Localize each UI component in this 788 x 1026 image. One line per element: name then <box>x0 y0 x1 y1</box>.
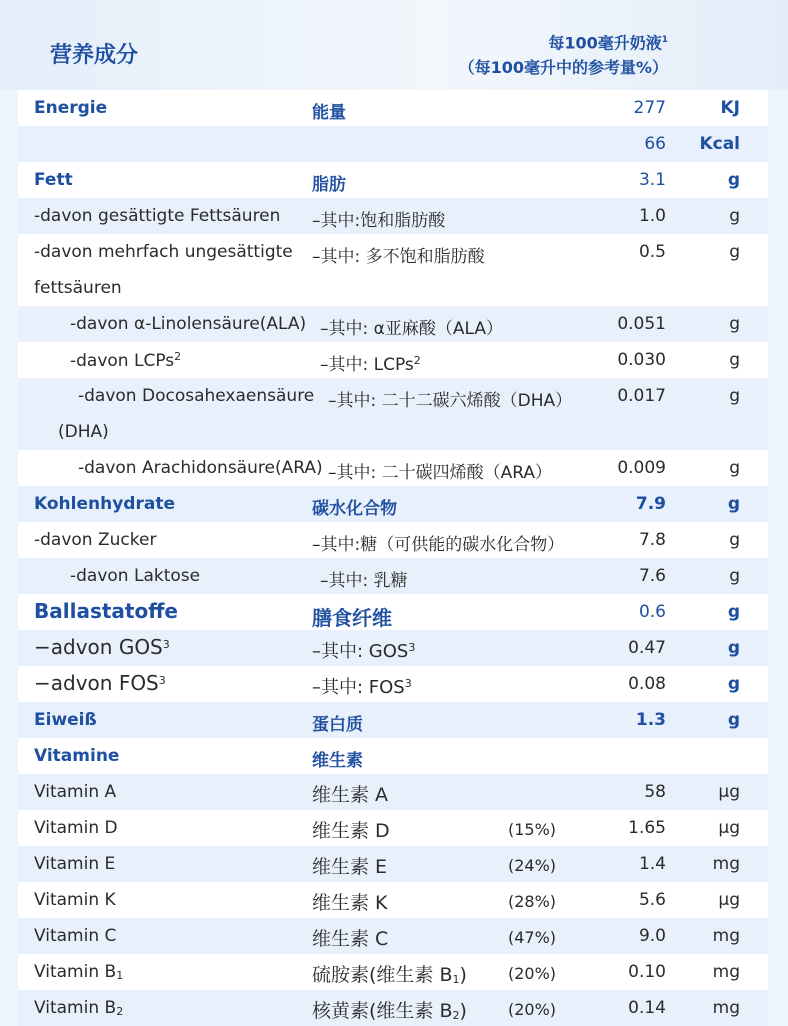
nutrient-value: 5.6 <box>638 890 666 910</box>
german-label-text: -davon Laktose <box>70 566 201 586</box>
table-row <box>18 666 768 702</box>
chinese-label-text: 维生素 K <box>312 892 388 914</box>
unit-label: g <box>729 530 740 550</box>
chinese-label-text: 脂肪 <box>312 175 346 195</box>
german-label <box>34 98 107 118</box>
german-label-continued: (DHA) <box>58 422 109 442</box>
nutrient-value: 1.3 <box>635 710 666 730</box>
german-label-text: Vitamin D <box>34 818 118 838</box>
unit-label: KJ <box>720 98 740 118</box>
chinese-label <box>312 816 390 843</box>
table-row <box>18 450 768 486</box>
table-row <box>18 594 768 630</box>
unit-label: µg <box>718 890 740 910</box>
chinese-label-text: 碳水化合物 <box>312 499 397 519</box>
german-label <box>34 599 178 623</box>
unit-label: mg <box>712 962 740 982</box>
footnote-marker: 2 <box>413 354 421 367</box>
chinese-label <box>312 602 392 631</box>
subscript: 2 <box>116 1005 124 1018</box>
german-label <box>34 926 116 946</box>
chinese-label <box>312 852 387 879</box>
subscript: 1 <box>452 973 460 986</box>
nutrient-value: 3.1 <box>638 170 666 190</box>
chinese-label-text: –其中: 乳糖 <box>320 571 408 591</box>
nutrient-value: 0.030 <box>617 350 666 370</box>
german-label-text: −advon GOS <box>34 635 163 659</box>
table-row <box>18 342 768 378</box>
chinese-label <box>312 530 564 555</box>
table-row <box>18 522 768 558</box>
footnote-marker: 2 <box>174 350 182 363</box>
chinese-label <box>312 673 412 699</box>
unit-label: g <box>729 314 740 334</box>
table-row <box>18 990 768 1026</box>
german-label-text: -davon α-Linolensäure(ALA) <box>70 314 307 334</box>
table-row <box>18 198 768 234</box>
nutrient-value: 0.47 <box>628 638 666 658</box>
nutrient-value: 1.4 <box>638 854 666 874</box>
german-label-text: Vitamin B <box>34 998 117 1018</box>
chinese-label <box>312 746 363 771</box>
german-label-text: Vitamin C <box>34 926 117 946</box>
chinese-label <box>312 637 415 663</box>
table-row <box>18 558 768 594</box>
chinese-label-text: 蛋白质 <box>312 715 363 735</box>
nutrient-value: 1.65 <box>628 818 666 838</box>
reference-percent: (24%) <box>508 856 557 875</box>
nutrient-value: 0.017 <box>617 386 666 406</box>
closing-paren: ) <box>459 1000 467 1022</box>
unit-label: g <box>727 710 740 730</box>
chinese-label <box>328 458 552 483</box>
german-label <box>34 890 116 910</box>
unit-label: Kcal <box>699 134 740 154</box>
german-label-continued: fettsäuren <box>34 278 122 298</box>
nutrient-value: 7.9 <box>635 494 666 514</box>
table-row <box>18 486 768 522</box>
chinese-label <box>312 924 388 951</box>
chinese-label-text: –其中:饱和脂肪酸 <box>312 211 446 231</box>
german-label <box>34 710 97 730</box>
unit-label: g <box>727 602 740 622</box>
nutrient-value: 0.6 <box>638 602 666 622</box>
german-label <box>34 998 123 1018</box>
chinese-label <box>312 960 467 987</box>
german-label-text: Eiweiß <box>34 710 97 730</box>
german-label-text: Fett <box>34 170 73 190</box>
table-row <box>18 234 768 306</box>
chinese-label-text: 膳食纤维 <box>312 606 392 630</box>
chinese-label <box>312 780 388 807</box>
german-label <box>34 854 115 874</box>
german-label <box>78 386 314 406</box>
chinese-label-text: 维生素 <box>312 751 363 771</box>
german-label <box>34 530 156 550</box>
chinese-label <box>328 386 572 411</box>
unit-label: g <box>729 350 740 370</box>
unit-label: µg <box>718 818 740 838</box>
nutrient-value: 1.0 <box>638 206 666 226</box>
unit-label: g <box>729 458 740 478</box>
german-label <box>34 170 73 190</box>
chinese-label-text: 硫胺素(维生素 B <box>312 964 453 986</box>
reference-percent: (28%) <box>508 892 557 911</box>
table-row <box>18 702 768 738</box>
german-label <box>70 350 181 371</box>
unit-label: g <box>727 494 740 514</box>
reference-percent: (20%) <box>508 1000 557 1019</box>
nutrient-value: 0.10 <box>628 962 666 982</box>
nutrition-table <box>18 90 768 1020</box>
chinese-label <box>312 242 485 267</box>
chinese-label-text: 维生素 E <box>312 856 388 878</box>
german-label <box>34 494 175 514</box>
table-row <box>18 630 768 666</box>
german-label <box>34 671 166 695</box>
chinese-label <box>312 710 363 735</box>
nutrient-value: 0.5 <box>638 242 666 262</box>
german-label <box>34 242 293 262</box>
subscript: 1 <box>116 969 124 982</box>
unit-label: mg <box>712 926 740 946</box>
chinese-label-text: –其中: LCPs <box>320 355 414 375</box>
chinese-label-text: –其中: 二十二碳六烯酸（DHA） <box>328 391 573 411</box>
german-label-text: -davon mehrfach ungesättigte <box>34 242 293 262</box>
nutrient-value: 277 <box>633 98 666 118</box>
table-row <box>18 846 768 882</box>
nutrient-value: 0.14 <box>628 998 666 1018</box>
chinese-label <box>312 996 467 1023</box>
table-row <box>18 162 768 198</box>
table-row <box>18 882 768 918</box>
german-label-text: -davon Arachidonsäure(ARA) <box>78 458 323 478</box>
table-row <box>18 774 768 810</box>
reference-percent: (47%) <box>508 928 557 947</box>
german-label <box>34 782 116 802</box>
unit-label: g <box>727 674 740 694</box>
footnote-marker: 3 <box>158 674 166 687</box>
nutrient-value: 7.6 <box>638 566 666 586</box>
subscript: 2 <box>452 1009 460 1022</box>
chinese-label <box>320 314 503 339</box>
german-label <box>70 566 200 586</box>
header-bar <box>0 0 788 90</box>
unit-label: g <box>729 242 740 262</box>
table-row <box>18 306 768 342</box>
unit-label: mg <box>712 998 740 1018</box>
footnote-marker: 3 <box>404 677 412 690</box>
german-label <box>34 635 170 659</box>
closing-paren: ) <box>459 964 467 986</box>
per-100ml-label: 每100毫升奶液$^1$ <box>548 33 668 53</box>
unit-label: g <box>729 566 740 586</box>
unit-label: g <box>729 386 740 406</box>
chinese-label-text: –其中: FOS <box>312 677 405 698</box>
footnote-marker: 3 <box>162 638 170 651</box>
german-label-text: Kohlenhydrate <box>34 494 175 514</box>
table-row <box>18 378 768 450</box>
german-label-text: Vitamin B <box>34 962 117 982</box>
unit-label: g <box>727 170 740 190</box>
chinese-label-text: –其中: 二十碳四烯酸（ARA） <box>328 463 553 483</box>
chinese-label-text: –其中: GOS <box>312 641 409 662</box>
german-label <box>34 962 123 982</box>
reference-percent-label: （每100毫升中的参考量%） <box>458 58 668 78</box>
chinese-label <box>320 350 421 375</box>
table-row <box>18 918 768 954</box>
german-label-text: -davon Docosahexaensäure <box>78 386 315 406</box>
unit-label: g <box>729 206 740 226</box>
chinese-label-text: 维生素 A <box>312 784 389 806</box>
column-header <box>459 28 668 80</box>
table-row <box>18 954 768 990</box>
unit-label: µg <box>718 782 740 802</box>
german-label <box>34 818 118 838</box>
german-label <box>78 458 323 478</box>
nutrient-value: 9.0 <box>638 926 666 946</box>
nutrient-value: 0.009 <box>617 458 666 478</box>
footnote-marker: 3 <box>408 641 416 654</box>
german-label-text: -davon Zucker <box>34 530 157 550</box>
chinese-label <box>312 494 397 519</box>
chinese-label <box>320 566 408 591</box>
german-label-text: -davon LCPs <box>70 351 175 371</box>
chinese-label-text: –其中: α亚麻酸（ALA） <box>320 319 503 339</box>
german-label-text: Energie <box>34 98 108 118</box>
nutrient-value: 0.08 <box>628 674 666 694</box>
german-label <box>34 206 280 226</box>
nutrient-value: 7.8 <box>638 530 666 550</box>
chinese-label-text: 维生素 C <box>312 928 389 950</box>
table-row <box>18 90 768 126</box>
german-label-text: -davon gesättigte Fettsäuren <box>34 206 281 226</box>
chinese-label <box>312 98 346 123</box>
german-label-text: Vitamine <box>34 746 120 766</box>
table-row <box>18 738 768 774</box>
german-label <box>70 314 306 334</box>
chinese-label <box>312 888 388 915</box>
german-label-text: Vitamin E <box>34 854 116 874</box>
chinese-label-text: 能量 <box>312 103 346 123</box>
german-label-text: Vitamin A <box>34 782 117 802</box>
nutrient-value: 66 <box>644 134 666 154</box>
chinese-label <box>312 170 346 195</box>
chinese-label-text: 维生素 D <box>312 820 390 842</box>
reference-percent: (15%) <box>508 820 557 839</box>
unit-label: g <box>727 638 740 658</box>
chinese-label-text: –其中:糖（可供能的碳水化合物） <box>312 535 565 555</box>
table-row <box>18 810 768 846</box>
chinese-label-text: 核黄素(维生素 B <box>312 1000 453 1022</box>
german-label-text: Ballastatoffe <box>34 599 178 623</box>
reference-percent: (20%) <box>508 964 557 983</box>
nutrient-value: 58 <box>644 782 666 802</box>
german-label-text: −advon FOS <box>34 671 159 695</box>
nutrient-value: 0.051 <box>617 314 666 334</box>
german-label-text: Vitamin K <box>34 890 116 910</box>
unit-label: mg <box>712 854 740 874</box>
chinese-label <box>312 206 445 231</box>
table-row <box>18 126 768 162</box>
section-title: 营养成分 <box>50 43 139 68</box>
german-label <box>34 746 119 766</box>
chinese-label-text: –其中: 多不饱和脂肪酸 <box>312 247 485 267</box>
